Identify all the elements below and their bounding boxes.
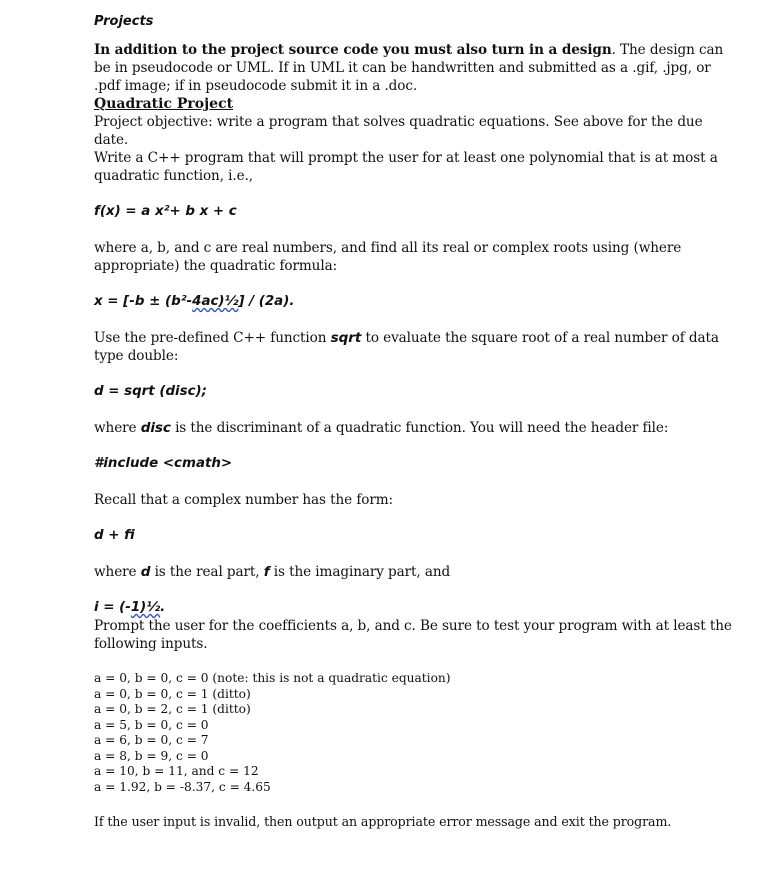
where-d-text-2: is the real part, — [150, 564, 264, 580]
sqrt-formula: d = sqrt (disc); — [94, 384, 208, 399]
test-inputs-list — [94, 671, 739, 795]
list-item: a = 5, b = 0, c = 0 — [94, 717, 209, 732]
list-item: a = 1.92, b = -8.37, c = 4.65 — [94, 779, 271, 794]
imaginary-formula-part-3: . — [160, 600, 166, 615]
page-header: Projects — [94, 14, 154, 29]
disc-text-1: where — [94, 420, 141, 436]
sqrt-text-2: to evaluate the square root of a real number of data type double: — [94, 330, 719, 364]
real-part-symbol: d — [140, 564, 151, 580]
polynomial-formula: f(x) = a x²+ b x + c — [94, 204, 237, 219]
imaginary-formula-part-2: 1)½ — [130, 600, 161, 615]
list-item: a = 8, b = 9, c = 0 — [94, 748, 209, 763]
imaginary-part-symbol: f — [263, 564, 270, 580]
final-note: If the user input is invalid, then output an appropriate error message and exit the program. — [94, 814, 672, 829]
quadratic-formula-part-3: ] / (2a). — [238, 294, 295, 309]
recall-paragraph: Recall that a complex number has the form: — [94, 492, 394, 508]
coefficients-paragraph: Prompt the user for the coefficients a, b, and c. Be sure to test your program with at least the following inputs. — [94, 618, 732, 652]
list-item: a = 0, b = 2, c = 1 (ditto) — [94, 702, 251, 716]
document-page — [94, 14, 739, 830]
imaginary-formula-part-1: i = (- — [94, 600, 131, 615]
intro-bold-text: In addition to the project source code you must also turn in a design — [94, 42, 612, 58]
complex-form-formula: d + fi — [94, 528, 135, 543]
sqrt-paragraph — [94, 329, 739, 365]
quadratic-formula-part-2: 4ac)½ — [192, 294, 239, 309]
quadratic-formula — [94, 293, 739, 311]
where-abc-paragraph: where a, b, and c are real numbers, and find all its real or complex roots using (where appropriate) the quadratic formula: — [94, 240, 682, 274]
section-title: Quadratic Project — [94, 96, 234, 112]
objective-paragraph: Project objective: write a program that solves quadratic equations. See above for the due date. — [94, 114, 703, 148]
sqrt-keyword: sqrt — [330, 330, 362, 346]
intro-paragraph — [94, 41, 739, 95]
list-item: a = 10, b = 11, and c = 12 — [94, 764, 259, 778]
list-item: a = 6, b = 0, c = 7 — [94, 733, 209, 747]
imaginary-unit-formula — [94, 599, 739, 617]
where-d-text-3: is the imaginary part, and — [269, 564, 451, 580]
prompt-paragraph: Write a C++ program that will prompt the user for at least one polynomial that is at most a quadratic function, i.e., — [94, 150, 718, 184]
intro-rest-text: . The design can be in pseudocode or UML. If in UML it can be handwritten and submitted as a .gif, .jpg, or .pdf image; if in pseudocode submit it in a .doc. — [94, 42, 724, 94]
quadratic-formula-part-1: x = [-b ± (b²- — [94, 294, 193, 309]
where-d-text-1: where — [94, 564, 141, 580]
where-d-paragraph — [94, 563, 739, 581]
sqrt-text-1: Use the pre-defined C++ function — [94, 330, 331, 346]
list-item: a = 0, b = 0, c = 1 (ditto) — [94, 686, 251, 701]
disc-paragraph — [94, 419, 739, 437]
include-line: #include <cmath> — [94, 456, 233, 471]
disc-keyword: disc — [140, 420, 171, 436]
list-item: a = 0, b = 0, c = 0 (note: this is not a quadratic equation) — [94, 671, 451, 685]
disc-text-2: is the discriminant of a quadratic function. You will need the header file: — [170, 420, 669, 436]
